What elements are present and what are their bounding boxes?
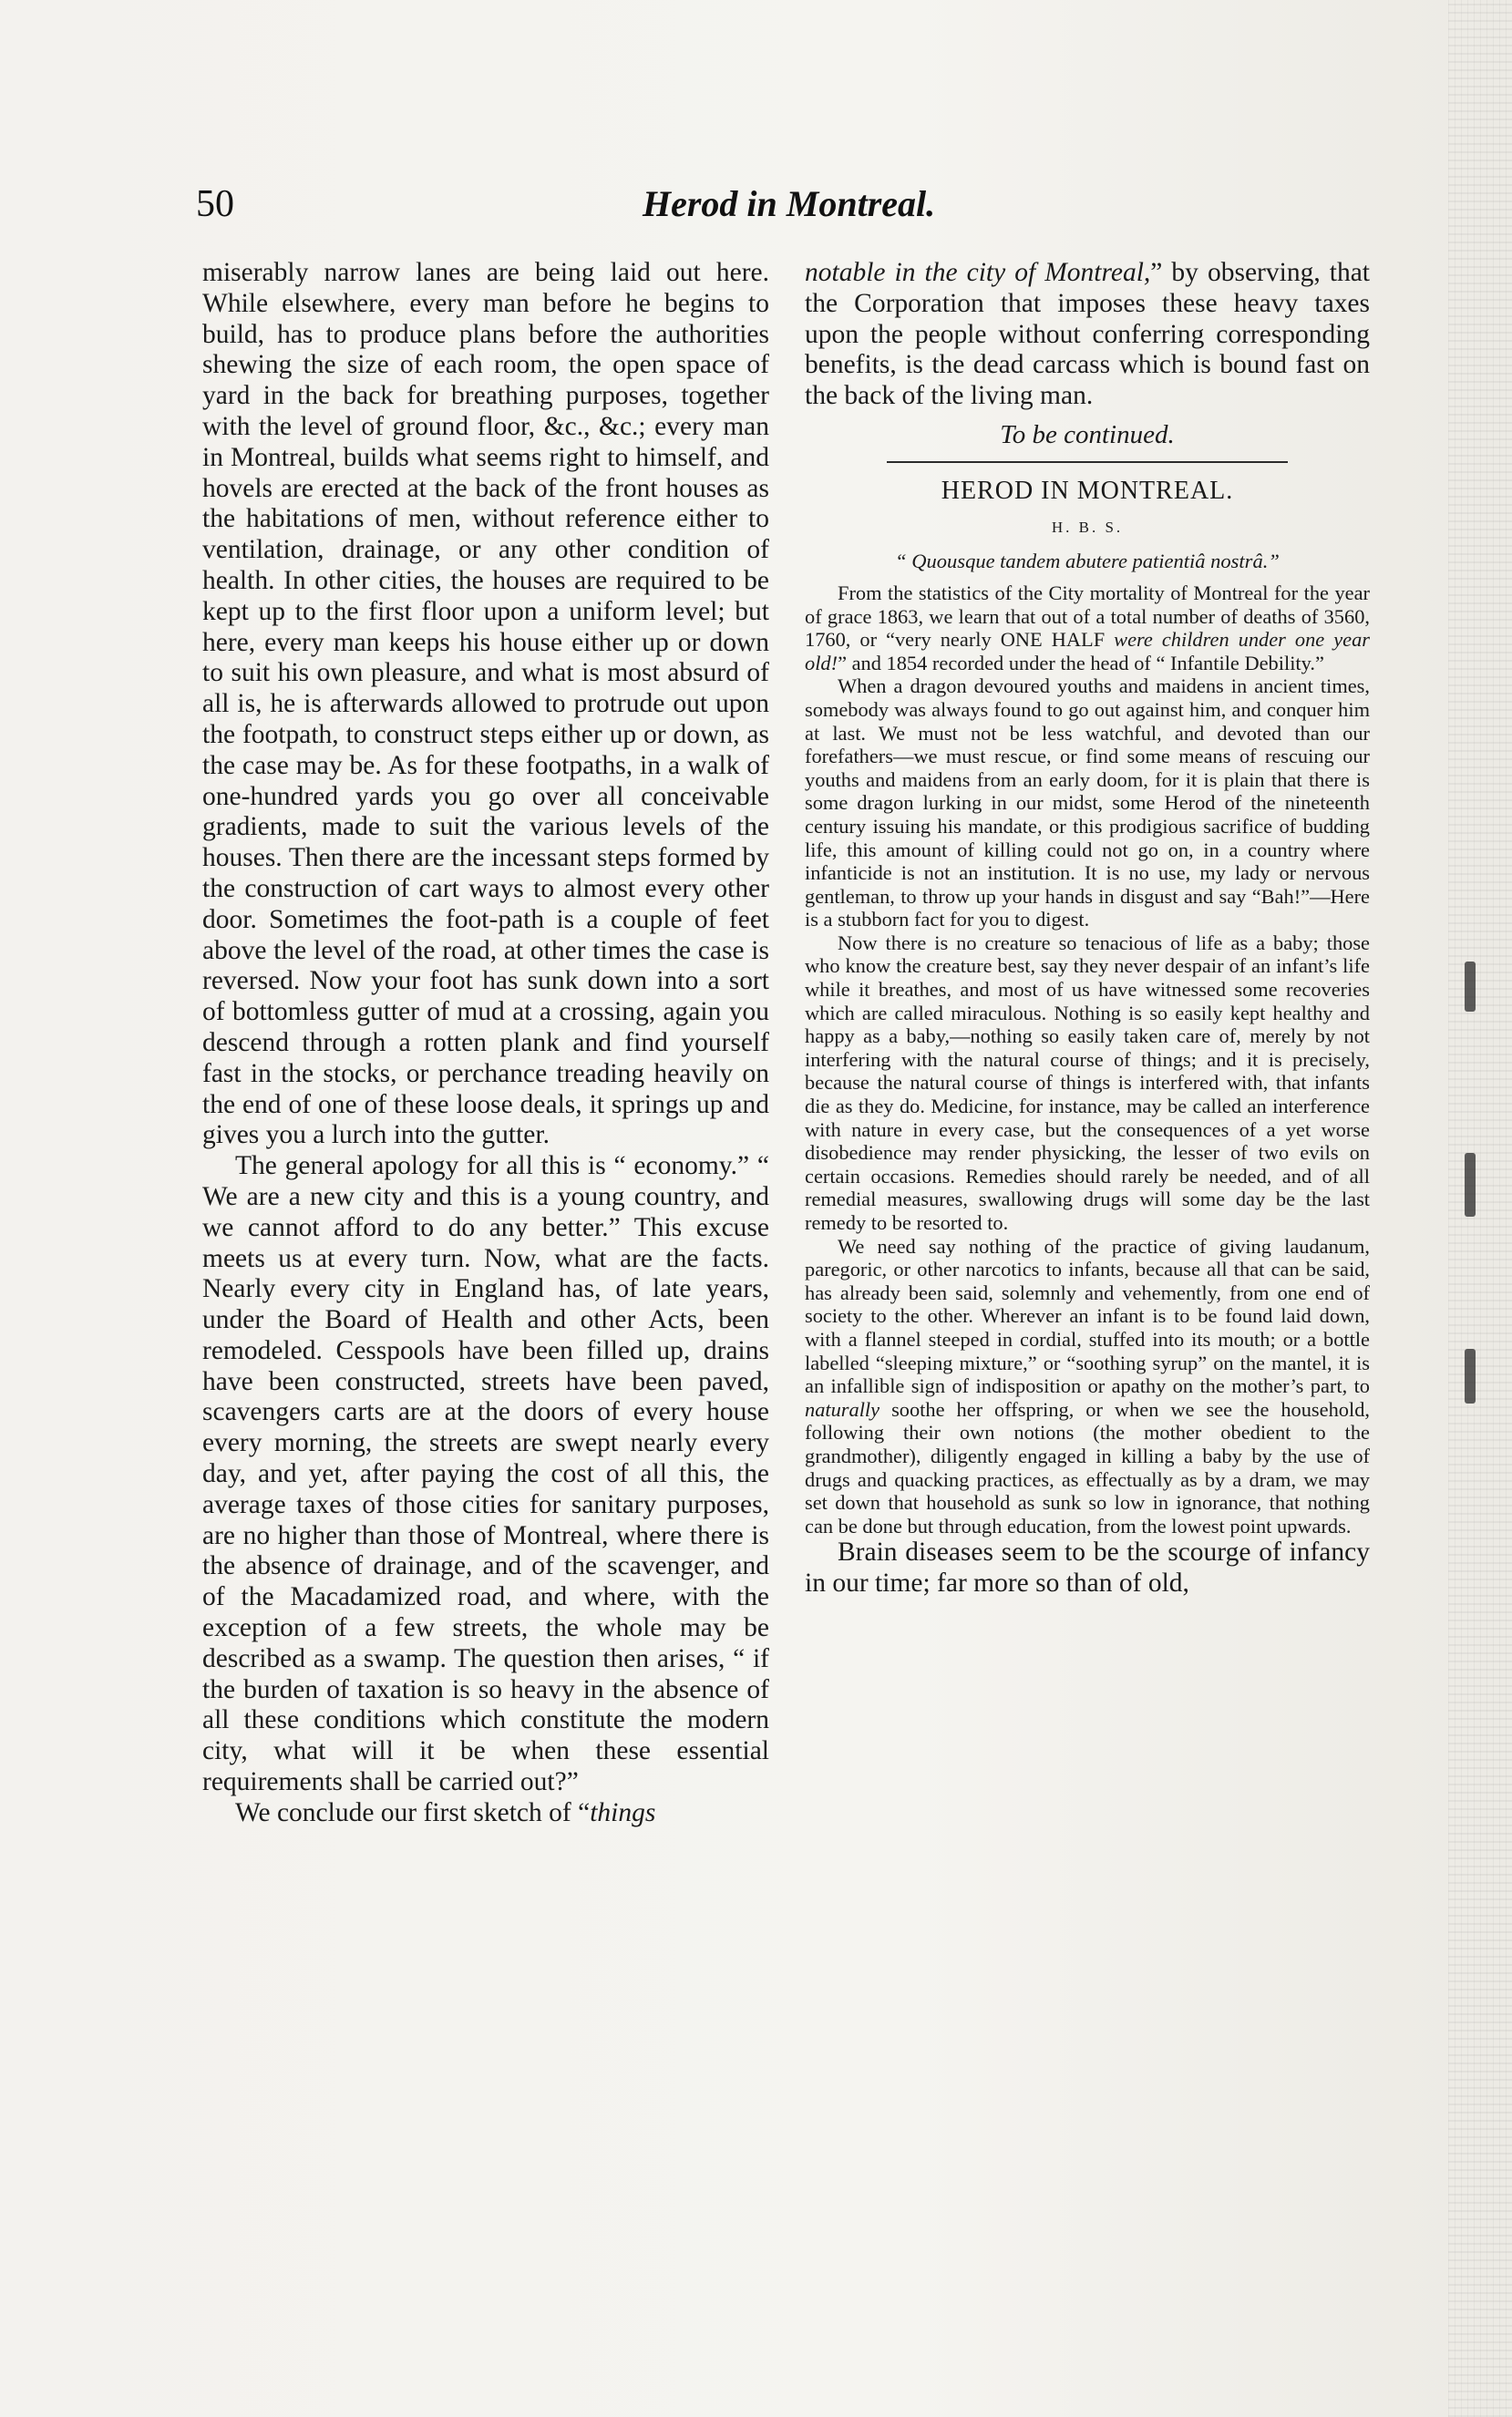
article-epigraph: “ Quousque tandem abutere patientiâ nostrâ.” bbox=[895, 549, 1280, 572]
paragraph: When a dragon devoured youths and maidens in ancient times, somebody was always found to go out against him, and conquer him at last. We must not be less watchful, and devoted than our forefathers—we must rescue, or find some means of rescuing our youths and maidens from an early doom, for it is plain that there is some dragon lurking in our midst, some Herod of the nineteenth century issuing his mandate, or this prodigious sacrifice of budding life, this amount of killing could not go on, in a country where infanticide is not an institution. It is no use, my lady or nervous gentleman, to throw up your hands in disgust and say “Bah!”—Here is a stubborn fact for you to digest. bbox=[805, 674, 1370, 931]
to-be-continued-note: To be continued. bbox=[1000, 419, 1175, 449]
paragraph: Brain diseases seem to be the scourge of infancy in our time; far more so than of old, bbox=[805, 1538, 1370, 1599]
paragraph: Now there is no creature so tenacious of life as a baby; those who know the creature best, say they never despair of an infant’s life while it breathes, and most of us have witnessed some recoveries which are called miraculous. Nothing is so easily kept healthy and happy as a baby,—nothing so easily taken care of, merely by not interfering with the natural course of things; and it is precisely, because the natural course of things is interfered with, that infants die as they do. Medicine, for instance, may be called an interference with nature in every case, but the consequences of a yet worse disobedience may render physicking, the lesser of two evils on certain occasions. Remedies should rarely be needed, and of all remedial measures, swallowing drugs will some day be the last remedy to be resorted to. bbox=[805, 931, 1370, 1235]
paragraph: miserably narrow lanes are being laid out here. While elsewhere, every man before he begins to build, has to produce plans before the authorities shewing the size of each room, the open space of yard in the back for breathing purposes, together with the level of ground floor, &c., &c.; every man in Montreal, builds what seems right to himself, and hovels are erected at the back of the front houses as the habitations of men, without reference either to ventilation, drainage, or any other condition of health. In other cities, the houses are required to be kept up to the first floor upon a uniform level; but here, every man keeps his house either up or down to suit his own pleasure, and what is most absurd of all is, he is afterwards allowed to protrude out upon the footpath, to construct steps either up or down, as the case may be. As for these footpaths, in a walk of one-hundred yards you go over all conceivable gradients, made to suit the various levels of the houses. Then there are the incessant steps formed by the construction of cart ways to almost every other door. Sometimes the foot-path is a couple of feet above the level of the road, at other times the case is reversed. Now your foot has sunk down into a sort of bottomless gutter of mud at a crossing, again you descend through a rotten plank and find yourself fast in the stocks, or perchance treading heavily on the end of one of these loose deals, it springs up and gives you a lurch into the gutter. bbox=[202, 258, 769, 1150]
paragraph: The general apology for all this is “ economy.” “ We are a new city and this is a young country, and we cannot afford to do any better.” This excuse meets us at every turn. Now, what are the facts. Nearly every city in England has, of late years, under the Board of Health and other Acts, been remodeled. Cesspools have been filled up, drains have been constructed, streets have been paved, scavengers carts are at the doors of every house every morning, the streets are swept nearly every day, and yet, after paying the cost of all this, the average taxes of those cities for sanitary purposes, are no higher than those of Montreal, where there is the absence of drainage, and of the scavenger, and of the Macadamized road, and where, with the exception of a few streets, the whole may be described as a swamp. The question then arises, “ if the burden of taxation is so heavy in the absence of all these conditions which constitute the modern city, what will it be when these essential requirements shall be carried out?” bbox=[202, 1151, 769, 1797]
text-run: ” and 1854 recorded under the head of “ Infantile Debility.” bbox=[838, 651, 1324, 674]
text-run: We conclude our first sketch of “ bbox=[235, 1797, 591, 1827]
article-byline: H. B. S. bbox=[1051, 518, 1124, 536]
small-caps-text-run: ONE HALF bbox=[1000, 628, 1106, 652]
paragraph bbox=[805, 581, 1370, 674]
article-title: HEROD IN MONTREAL. bbox=[941, 476, 1234, 505]
italic-text-run: naturally bbox=[805, 1397, 880, 1421]
page-number: 50 bbox=[196, 183, 234, 225]
text-run: We need say nothing of the practice of giving laudanum, paregoric, or other narcotics to infants, because all that can be said, has already been said, solemnly and vehemently, from one end of society to the other. Wherever an infant is to be found laid down, with a flannel steeped in cordial, stuffed into its mouth; or a bottle labelled “sleeping mixture,” or “soothing syrup” on the mantel, it is an infallible sign of indisposition or apathy on the mother’s part, to bbox=[805, 1234, 1370, 1398]
paragraph bbox=[805, 258, 1370, 412]
italic-text-run: were children under one year old! bbox=[805, 628, 1370, 674]
edge-smudge-mark bbox=[1465, 1349, 1476, 1404]
right-column bbox=[805, 258, 1370, 1599]
running-title: Herod in Montreal. bbox=[643, 183, 936, 224]
text-run: soothe her offspring, or when we see the household, following their own notions (the mother obedient to the grandmother), diligently engaged in killing a baby by the use of drugs and quacking practices, as effectually as by a dram, we may set down that household as sunk so low in ignorance, that nothing can be done but through education, from the lowest point upwards. bbox=[805, 1397, 1370, 1538]
italic-text-run: things bbox=[590, 1797, 656, 1827]
edge-smudge-mark bbox=[1465, 1153, 1476, 1217]
text-run: From the statistics of the City mortality of Montreal for the year of grace 1863, we learn that out of a total number of deaths of 3560, 1760, or “very nearly bbox=[805, 581, 1370, 652]
paragraph bbox=[805, 1235, 1370, 1538]
text-run: ” by observing, that the Corporation that imposes these heavy taxes upon the people without conferring corresponding benefits, is the dead carcass which is bound fast on the back of the living man. bbox=[805, 258, 1370, 411]
left-column bbox=[202, 258, 769, 1829]
page-edge-speckle bbox=[1448, 0, 1512, 2417]
page-header bbox=[196, 182, 1372, 237]
paragraph bbox=[202, 1798, 769, 1829]
section-divider-rule bbox=[887, 461, 1288, 463]
italic-text-run: notable in the city of Montreal, bbox=[805, 258, 1151, 287]
edge-smudge-mark bbox=[1465, 962, 1476, 1012]
